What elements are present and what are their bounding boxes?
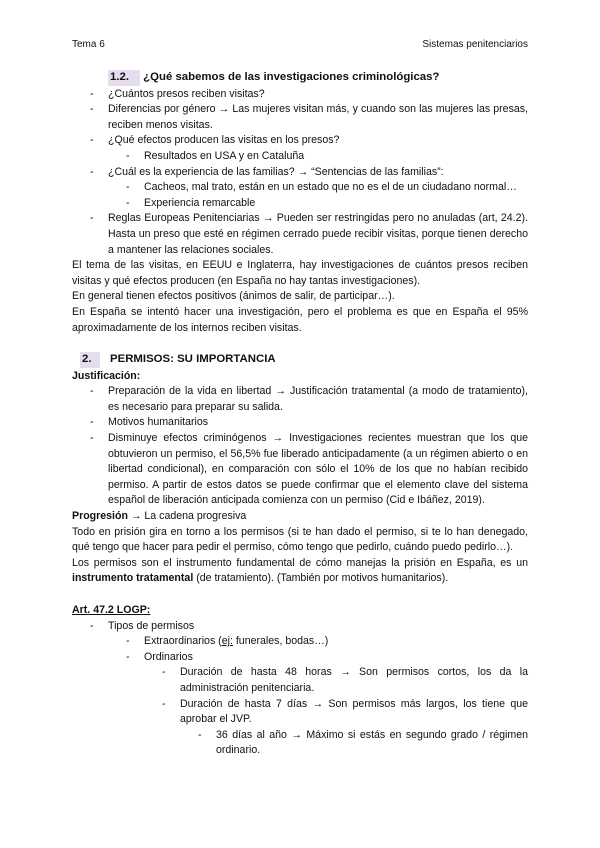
list-item: - 36 días al año → Máximo si estás en segundo grado / régimen ordinario. — [198, 728, 528, 757]
paragraph: En general tienen efectos positivos (ánimos de salir, de participar…). — [72, 290, 395, 303]
header-left: Tema 6 — [72, 39, 105, 50]
section-title: PERMISOS: SU IMPORTANCIA — [110, 353, 276, 366]
section-title: ¿Qué sabemos de las investigaciones criminológicas? — [143, 71, 440, 83]
paragraph: Todo en prisión gira en torno a los permisos (si te han dado el permiso, si te lo han denegado, qué tengo que hacer para pedir el permiso, cómo tengo que pedirlo, cuándo puedo pedirlo…). — [72, 525, 528, 554]
progression-line: Progresión → La cadena progresiva — [72, 510, 247, 523]
list-item: - Reglas Europeas Penitenciarias → Pueden ser restringidas pero no anuladas (art, 24.2). Hasta un preso que esté en régimen cerrado puede recibir visitas, porque tienen derecho a mantener las relaciones sociales. — [90, 212, 528, 256]
paragraph: En España se intentó hacer una investigación, pero el problema es que en España el 95% aproximadamente de los internos reciben visitas. — [72, 305, 528, 334]
list-item: - Duración de hasta 48 horas → Son permisos cortos, los da la administración penitenciaria. — [162, 666, 528, 694]
list-item: - Tipos de permisos — [90, 619, 195, 632]
section-heading-2 — [72, 352, 528, 368]
list-item: - Extraordinarios (ej: funerales, bodas…) — [126, 635, 329, 648]
list-item: - ¿Cuál es la experiencia de las familias? → “Sentencias de las familias”: — [90, 165, 444, 178]
list-item: - Cacheos, mal trato, están en un estado que no es el de un ciudadano normal… — [126, 181, 517, 194]
header-right: Sistemas penitenciarios — [422, 39, 528, 50]
section-heading-1-2 — [72, 70, 528, 86]
list-item: - Preparación de la vida en libertad → Justificación tratamental (a modo de tratamiento), es necesario para preparar su salida. — [90, 385, 528, 413]
list-item: - ¿Qué efectos producen las visitas en los presos? — [90, 134, 340, 147]
list-item: - Resultados en USA y en Cataluña — [126, 149, 305, 162]
paragraph: Los permisos son el instrumento fundamental de cómo manejas la prisión en España, es un instrumento tratamental (de tratamiento). (También por motivos humanitarios). — [72, 556, 528, 585]
section-number: 2. — [80, 352, 100, 368]
list-item: - Duración de hasta 7 días → Son permisos más largos, los tiene que aprobar el JVP. — [162, 697, 528, 726]
section-number: 1.2. — [108, 70, 140, 86]
list-item: - Disminuye efectos criminógenos → Investigaciones recientes muestran que los que obtuvieron un permiso, el 56,5% fue liberado anticipadamente (a un régimen abierto o en libertad condicional), en comparación con sólo el 10% de los que no habían recibido permiso. A partir de estos datos se puede confirmar que el elemento clave del sistema español de liberación anticipada comienza con un permiso (Cid e Ibáñez, 2019). — [90, 432, 528, 507]
paragraph: El tema de las visitas, en EEUU e Inglaterra, hay investigaciones de cuántos presos reciben visitas y qué efectos producen (en España no hay tantas investigaciones). — [72, 259, 528, 287]
article-title: Art. 47.2 LOGP: — [72, 604, 151, 616]
list-item: - Diferencias por género → Las mujeres visitan más, y cuando son las mujeres las presas, reciben menos visitas. — [90, 103, 528, 131]
justification-label: Justificación: — [72, 369, 141, 382]
list-item: - Ordinarios — [126, 650, 193, 663]
document-body — [72, 70, 528, 759]
list-item: - ¿Cuántos presos reciben visitas? — [90, 87, 265, 100]
list-item: - Motivos humanitarios — [90, 416, 209, 429]
list-item: - Experiencia remarcable — [126, 196, 256, 209]
